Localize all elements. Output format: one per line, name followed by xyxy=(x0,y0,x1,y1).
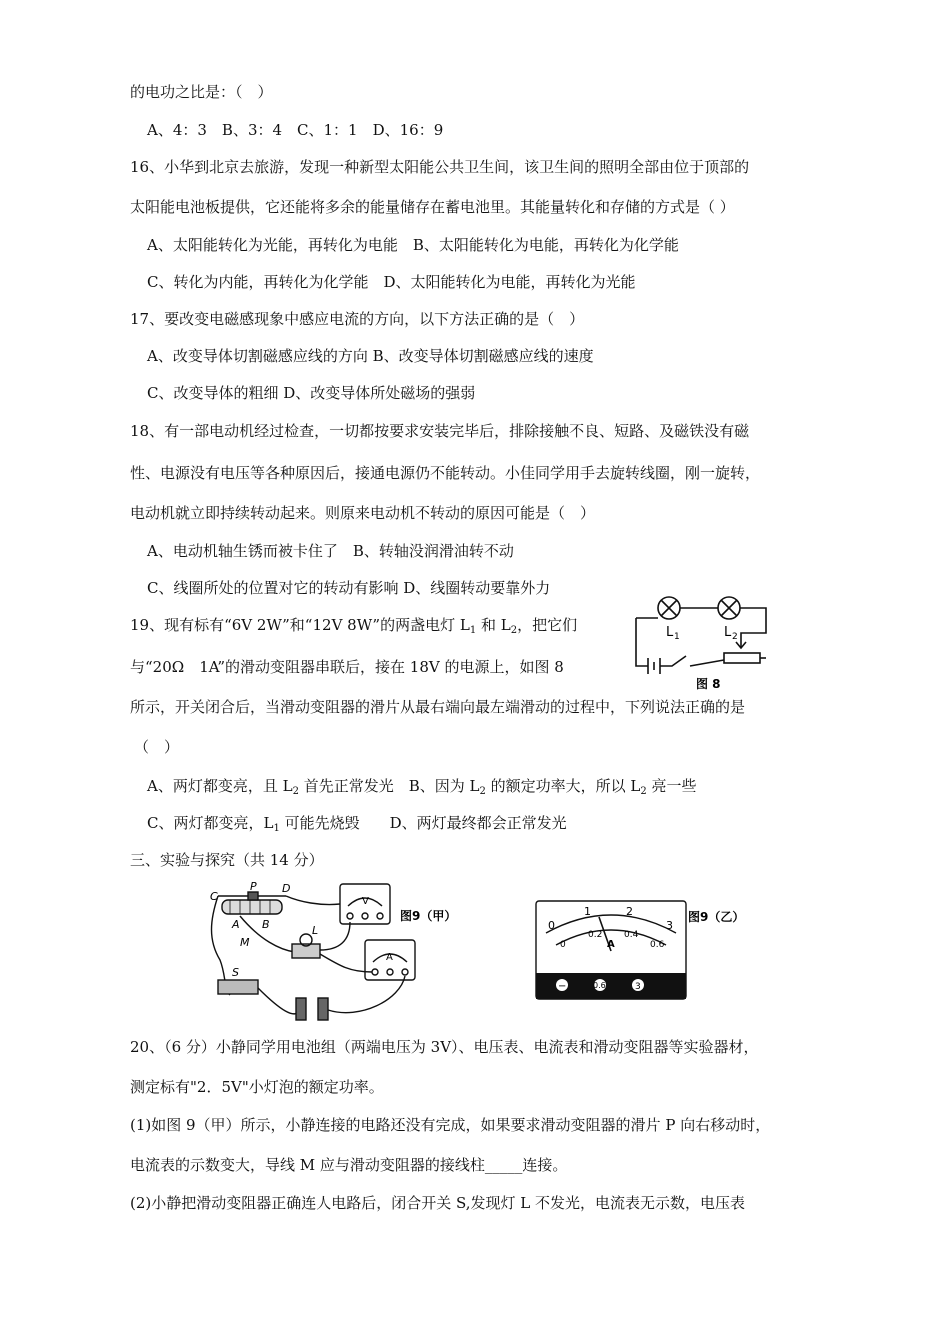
ammeter-unit: A xyxy=(607,939,615,950)
scale-bottom-02: 0.2 xyxy=(588,930,603,940)
scale-bottom-0: 0 xyxy=(560,940,566,950)
q19-stem: 与“20Ω 1A”的滑动变阻器串联后，接在 18V 的电源上，如图 8 xyxy=(130,658,564,676)
q19-stem: 所示，开关闭合后，当滑动变阻器的滑片从最右端向最左端滑动的过程中，下列说法正确的是 xyxy=(130,698,746,716)
label-b: B xyxy=(262,918,270,931)
label-l2-sub: 2 xyxy=(732,632,738,642)
figure-9b-caption: 图9（乙） xyxy=(688,910,745,924)
q18-stem: 性、电源没有电压等各种原因后，接通电源仍不能转动。小佳同学用手去旋转线圈，刚一旋转， xyxy=(130,464,761,482)
q20-part2: (2)小静把滑动变阻器正确连人电路后，闭合开关 S,发现灯 L 不发光，电流表无示数，电压表 xyxy=(130,1194,746,1212)
figure-8-caption: 图 8 xyxy=(696,677,721,691)
label-m: M xyxy=(240,936,250,949)
label-l1-sub: 1 xyxy=(674,632,680,642)
figure-9a-apparatus xyxy=(200,880,460,1030)
q16-options: A、太阳能转化为光能，再转化为电能 B、太阳能转化为电能，再转化为化学能 xyxy=(147,236,679,254)
q19-options: A、两灯都变亮，且 $L_2$ 首先正常发光 B、因为 $L_2$ 的额定功率大，所以 $L_2$ 亮一些 xyxy=(147,777,697,797)
q17-options: C、改变导体的粗细 D、改变导体所处磁场的强弱 xyxy=(147,384,476,402)
scale-bottom-06: 0.6 xyxy=(650,940,665,950)
label-c: C xyxy=(210,890,218,903)
ammeter-label: A xyxy=(386,952,393,963)
voltmeter-label: V xyxy=(362,896,369,907)
label-l: L xyxy=(312,924,319,937)
q19-options: C、两灯都变亮，$L_1$ 可能先烧毁 D、两灯最终都会正常发光 xyxy=(147,814,567,834)
label-s: S xyxy=(232,966,239,979)
terminal-minus: − xyxy=(558,981,567,992)
q18-stem: 电动机就立即持续转动起来。则原来电动机不转动的原因可能是（ ） xyxy=(130,504,596,522)
label-a: A xyxy=(232,918,240,931)
scale-top-2: 2 xyxy=(626,905,633,918)
q16-stem: 太阳能电池板提供，它还能将多余的能量储存在蓄电池里。其能量转化和存储的方式是（ ） xyxy=(130,198,735,216)
label-d: D xyxy=(282,882,291,895)
scale-bottom-04: 0.4 xyxy=(624,930,639,940)
q20-stem: 20、（6 分）小静同学用电池组（两端电压为 3V）、电压表、电流表和滑动变阻器等实验器材， xyxy=(130,1038,759,1056)
figure-8-circuit xyxy=(626,588,776,693)
section-heading: 三、实验与探究（共 14 分） xyxy=(130,851,324,869)
label-l1: L xyxy=(666,625,674,640)
q18-stem: 18、有一部电动机经过检查，一切都按要求安装完毕后，排除接触不良、短路、及磁铁没有磁 xyxy=(130,422,750,440)
q17-stem: 17、要改变电磁感现象中感应电流的方向，以下方法正确的是（ ） xyxy=(130,310,585,328)
text-line: 的电功之比是：（ ） xyxy=(130,83,273,101)
q15-options: A、4：3 B、3：4 C、1：1 D、16：9 xyxy=(147,121,444,139)
q16-stem: 16、小华到北京去旅游，发现一种新型太阳能公共卫生间，该卫生间的照明全部由位于顶部的 xyxy=(130,158,750,176)
q17-options: A、改变导体切割磁感应线的方向 B、改变导体切割磁感应线的速度 xyxy=(147,347,594,365)
figure-9a-caption: 图9（甲） xyxy=(400,909,457,923)
q20-part1: 电流表的示数变大，导线 M 应与滑动变阻器的接线柱_____连接。 xyxy=(130,1156,568,1174)
terminal-3: 3 xyxy=(635,982,641,992)
q18-options: C、线圈所处的位置对它的转动有影响 D、线圈转动要靠外力 xyxy=(147,579,551,597)
scale-top-3: 3 xyxy=(666,919,673,932)
q16-options: C、转化为内能，再转化为化学能 D、太阳能转化为电能，再转化为光能 xyxy=(147,273,636,291)
label-l2: L xyxy=(724,625,732,640)
q19-stem: （ ） xyxy=(134,738,180,756)
figure-9b-ammeter xyxy=(530,895,760,1005)
q18-options: A、电动机轴生锈而被卡住了 B、转轴没润滑油转不动 xyxy=(147,542,514,560)
scale-top-0: 0 xyxy=(548,919,555,932)
q19-stem: 19、现有标有“6V 2W”和“12V 8W”的两盏电灯 $L_1$ 和 $L_2$，把它们 xyxy=(130,616,578,636)
q20-stem: 测定标有"2．5V"小灯泡的额定功率。 xyxy=(130,1078,384,1096)
label-p: P xyxy=(250,880,257,893)
q20-part1: (1)如图 9（甲）所示，小静连接的电路还没有完成，如果要求滑动变阻器的滑片 P 向右移动时， xyxy=(130,1116,771,1134)
terminal-06: 0.6 xyxy=(593,981,606,990)
scale-top-1: 1 xyxy=(584,905,591,918)
